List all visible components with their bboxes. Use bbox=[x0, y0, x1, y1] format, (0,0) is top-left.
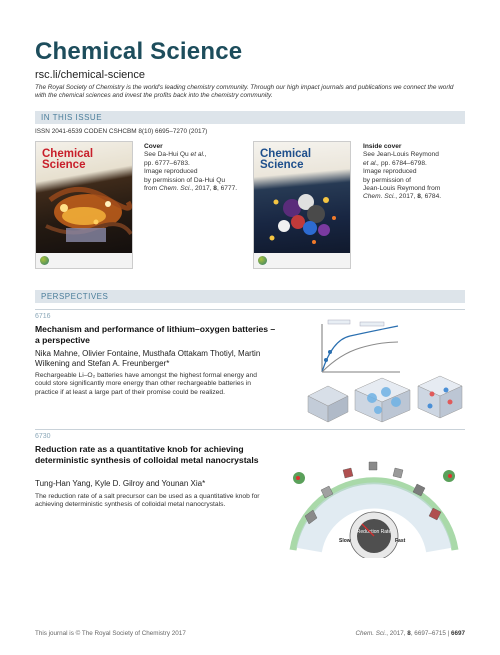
cover-from: from bbox=[144, 185, 160, 193]
article-divider bbox=[35, 309, 465, 310]
cover-brand-line: Science bbox=[260, 159, 304, 171]
cover-artwork bbox=[254, 142, 351, 269]
section-bar-perspectives bbox=[35, 290, 465, 303]
article-graphic-reduction-rate[interactable] bbox=[283, 438, 465, 558]
cover-year: , 2017, bbox=[191, 185, 214, 193]
cover-pages: pp. 6784–6798. bbox=[380, 159, 427, 167]
cover-volume: 8 bbox=[417, 193, 421, 201]
front-cover-caption bbox=[144, 143, 242, 193]
front-cover-image[interactable] bbox=[35, 141, 133, 269]
cover-artwork bbox=[36, 142, 133, 269]
cover-label: Inside cover bbox=[363, 143, 402, 150]
cover-year: , 2017, bbox=[395, 193, 418, 201]
graphic-label-slow: Slow bbox=[339, 538, 351, 544]
cover-citation bbox=[363, 193, 461, 201]
cover-pages: pp. 6777–6783. bbox=[144, 159, 190, 167]
cover-brand-line: Science bbox=[42, 159, 86, 171]
graphic-label-reduction: Reduction Rate bbox=[356, 529, 392, 535]
article-abstract: Rechargeable Li–O₂ batteries have amongst the highest formal energy and could store significantly more energy than other rechargeable batteries in practice if at least a large part of their promise could be realized. bbox=[35, 372, 257, 396]
cover-credit-2: by permission of Da-Hui Qu bbox=[144, 176, 225, 184]
rsc-logo-icon bbox=[40, 256, 49, 265]
rsc-logo-icon bbox=[258, 256, 267, 265]
cover-footer-strip bbox=[254, 253, 350, 268]
cover-credit-2: by permission of bbox=[363, 176, 412, 184]
article-graphic-battery[interactable] bbox=[300, 314, 465, 424]
footer-journal: Chem. Sci. bbox=[355, 630, 387, 637]
cover-brand-line: Chemical bbox=[42, 148, 94, 160]
cover-label: Cover bbox=[144, 143, 163, 150]
cover-etal: et al., bbox=[190, 151, 207, 159]
graphic-label-fast: Fast bbox=[395, 538, 406, 544]
cover-see-line: See Jean-Louis Reymond bbox=[363, 151, 439, 159]
cover-see: See Da-Hui Qu bbox=[144, 151, 191, 159]
section-bar-in-this-issue bbox=[35, 111, 465, 124]
article-page-number[interactable]: 6730 bbox=[35, 433, 51, 440]
article-divider bbox=[35, 429, 465, 430]
article-title[interactable]: Mechanism and performance of lithium–oxygen batteries – a perspective bbox=[35, 324, 276, 345]
article-page-number[interactable]: 6716 bbox=[35, 313, 51, 320]
cover-credit-3: Jean-Louis Reymond from bbox=[363, 185, 441, 193]
article-authors: Nika Mahne, Olivier Fontaine, Musthafa Ottakam Thotiyl, Martin Wilkening and Stefan A. Freunberger* bbox=[35, 349, 261, 368]
cover-page: , 6784. bbox=[420, 193, 442, 201]
cover-page: , 6777. bbox=[216, 185, 238, 193]
cover-footer-strip bbox=[36, 253, 132, 268]
footer-citation bbox=[355, 630, 465, 637]
inside-cover-image[interactable] bbox=[253, 141, 351, 269]
cover-etal-pages bbox=[363, 160, 461, 168]
issn-line: ISSN 2041-6539 CODEN CSHCBM 8(10) 6695–7270 (2017) bbox=[35, 128, 208, 135]
cover-volume: 8 bbox=[213, 185, 217, 193]
article-abstract: The reduction rate of a salt precursor can be used as a quantitative knob for achieving deterministic synthesis of colloidal metal nanocrystals. bbox=[35, 493, 260, 509]
cover-journal: Chem. Sci. bbox=[363, 193, 396, 201]
footer-pages: , 6697–6715 bbox=[410, 630, 446, 637]
cover-citation bbox=[144, 185, 242, 193]
cover-credit-1: Image reproduced bbox=[363, 168, 417, 176]
inside-cover-caption bbox=[363, 143, 461, 202]
footer-copyright: This journal is © The Royal Society of Chemistry 2017 bbox=[35, 630, 186, 637]
journal-url[interactable]: rsc.li/chemical-science bbox=[35, 69, 146, 81]
cover-brand-line: Chemical bbox=[260, 148, 312, 160]
journal-title: Chemical Science bbox=[35, 38, 243, 65]
section-label: PERSPECTIVES bbox=[41, 292, 109, 301]
cover-etal: et al., bbox=[363, 159, 380, 167]
cover-credit-1: Image reproduced bbox=[144, 168, 198, 176]
article-authors: Tung-Han Yang, Kyle D. Gilroy and Younan Xia* bbox=[35, 479, 206, 488]
footer-volume: 8 bbox=[407, 630, 411, 637]
cover-journal: Chem. Sci. bbox=[159, 185, 192, 193]
footer-separator: | bbox=[445, 630, 451, 637]
journal-blurb: The Royal Society of Chemistry is the world's leading chemistry community. Through our high impact journals and publications we connect the world with the chemical sciences and invest the profits back into the chemistry community. bbox=[35, 84, 454, 100]
cover-see-line bbox=[144, 151, 242, 159]
section-label: IN THIS ISSUE bbox=[41, 113, 103, 122]
footer-page-number: 6697 bbox=[450, 630, 465, 637]
article-title[interactable]: Reduction rate as a quantitative knob for achieving deterministic synthesis of colloidal metal nanocrystals bbox=[35, 444, 259, 465]
footer-year: , 2017, bbox=[386, 630, 408, 637]
